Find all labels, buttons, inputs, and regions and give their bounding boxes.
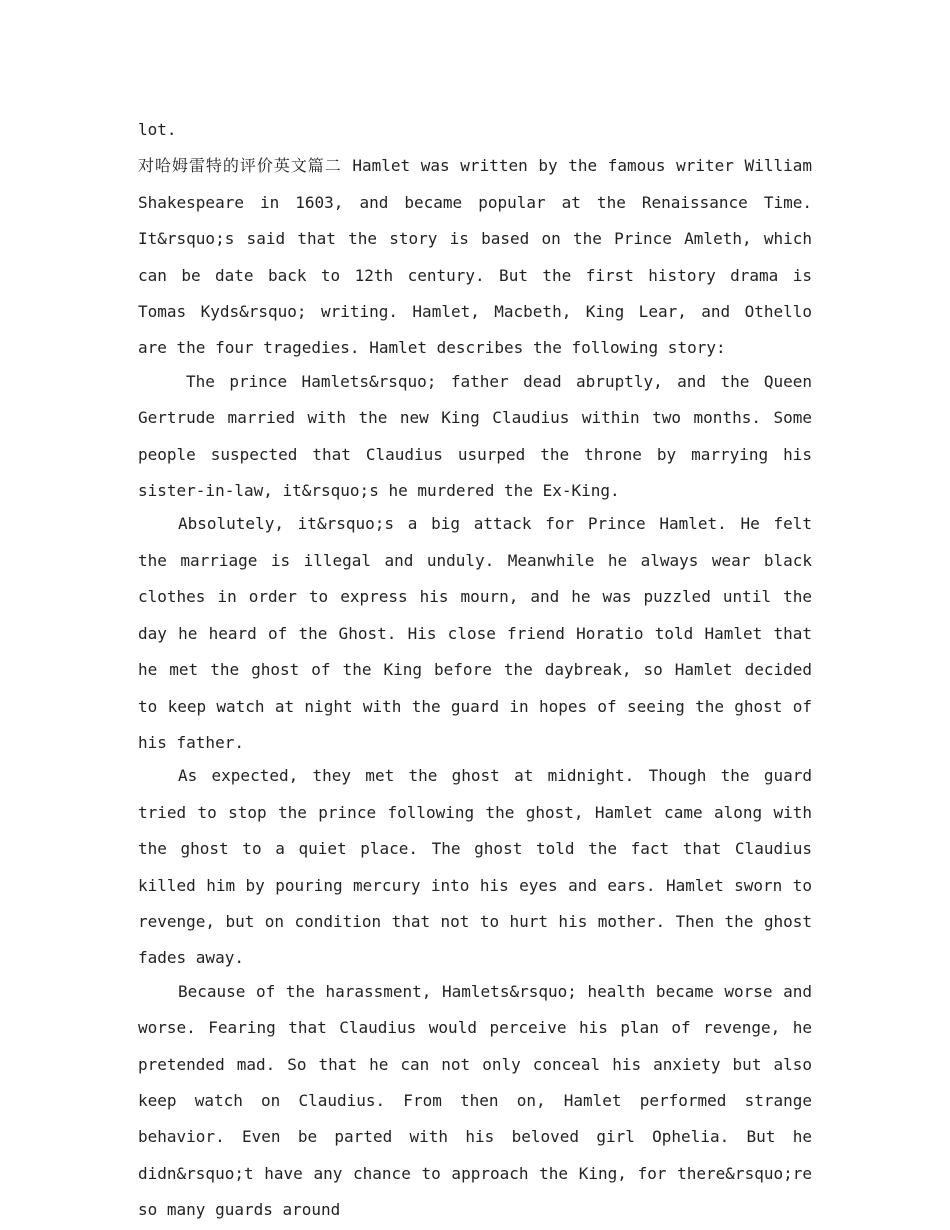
paragraph-plot-1: The prince Hamlets&rsquo; father dead abruptly, and the Queen Gertrude married with the new King Claudius within two months. Some people suspected that Claudius usurped the throne by marrying his sister-in-law, it&rsquo;s he murdered the Ex-King. <box>138 371 812 501</box>
paragraph-plot-2: Absolutely, it&rsquo;s a big attack for Prince Hamlet. He felt the marriage is illegal and unduly. Meanwhile he always wear black clothes in order to express his mourn, and he was puzzled until the day he heard of the Ghost. His close friend Horatio told Hamlet that he met the ghost of the King before the daybreak, so Hamlet decided to keep watch at night with the guard in hopes of seeing the ghost of his father. <box>138 514 812 752</box>
paragraph-plot-4: Because of the harassment, Hamlets&rsquo; health became worse and worse. Fearing that Claudius would perceive his plan of revenge, he pretended mad. So that he can not only conceal his anxiety but also keep watch on Claudius. From then on, Hamlet performed strange behavior. Even be parted with his beloved girl Ophelia. But he didn&rsquo;t have any chance to approach the King, for there&rsquo;re so many guards around <box>138 981 812 1220</box>
paragraph-plot-3: As expected, they met the ghost at midnight. Though the guard tried to stop the prince following the ghost, Hamlet came along with the ghost to a quiet place. The ghost told the fact that Claudius killed him by pouring mercury into his eyes and ears. Hamlet sworn to revenge, but on condition that not to hurt his mother. Then the ghost fades away. <box>138 766 812 968</box>
paragraph-intro: 对哈姆雷特的评价英文篇二 Hamlet was written by the famous writer William Shakespeare in 1603, and became popular at the Renaissance Time. It&rsquo;s said that the story is based on the Prince Amleth, which can be date back to 12th century. But the first history drama is Tomas Kyds&rsquo; writing. Hamlet, Macbeth, King Lear, and Othello are the four tragedies. Hamlet describes the following story: <box>138 156 812 358</box>
document-body <box>138 112 812 1229</box>
paragraph-continuation: lot. <box>138 120 177 139</box>
